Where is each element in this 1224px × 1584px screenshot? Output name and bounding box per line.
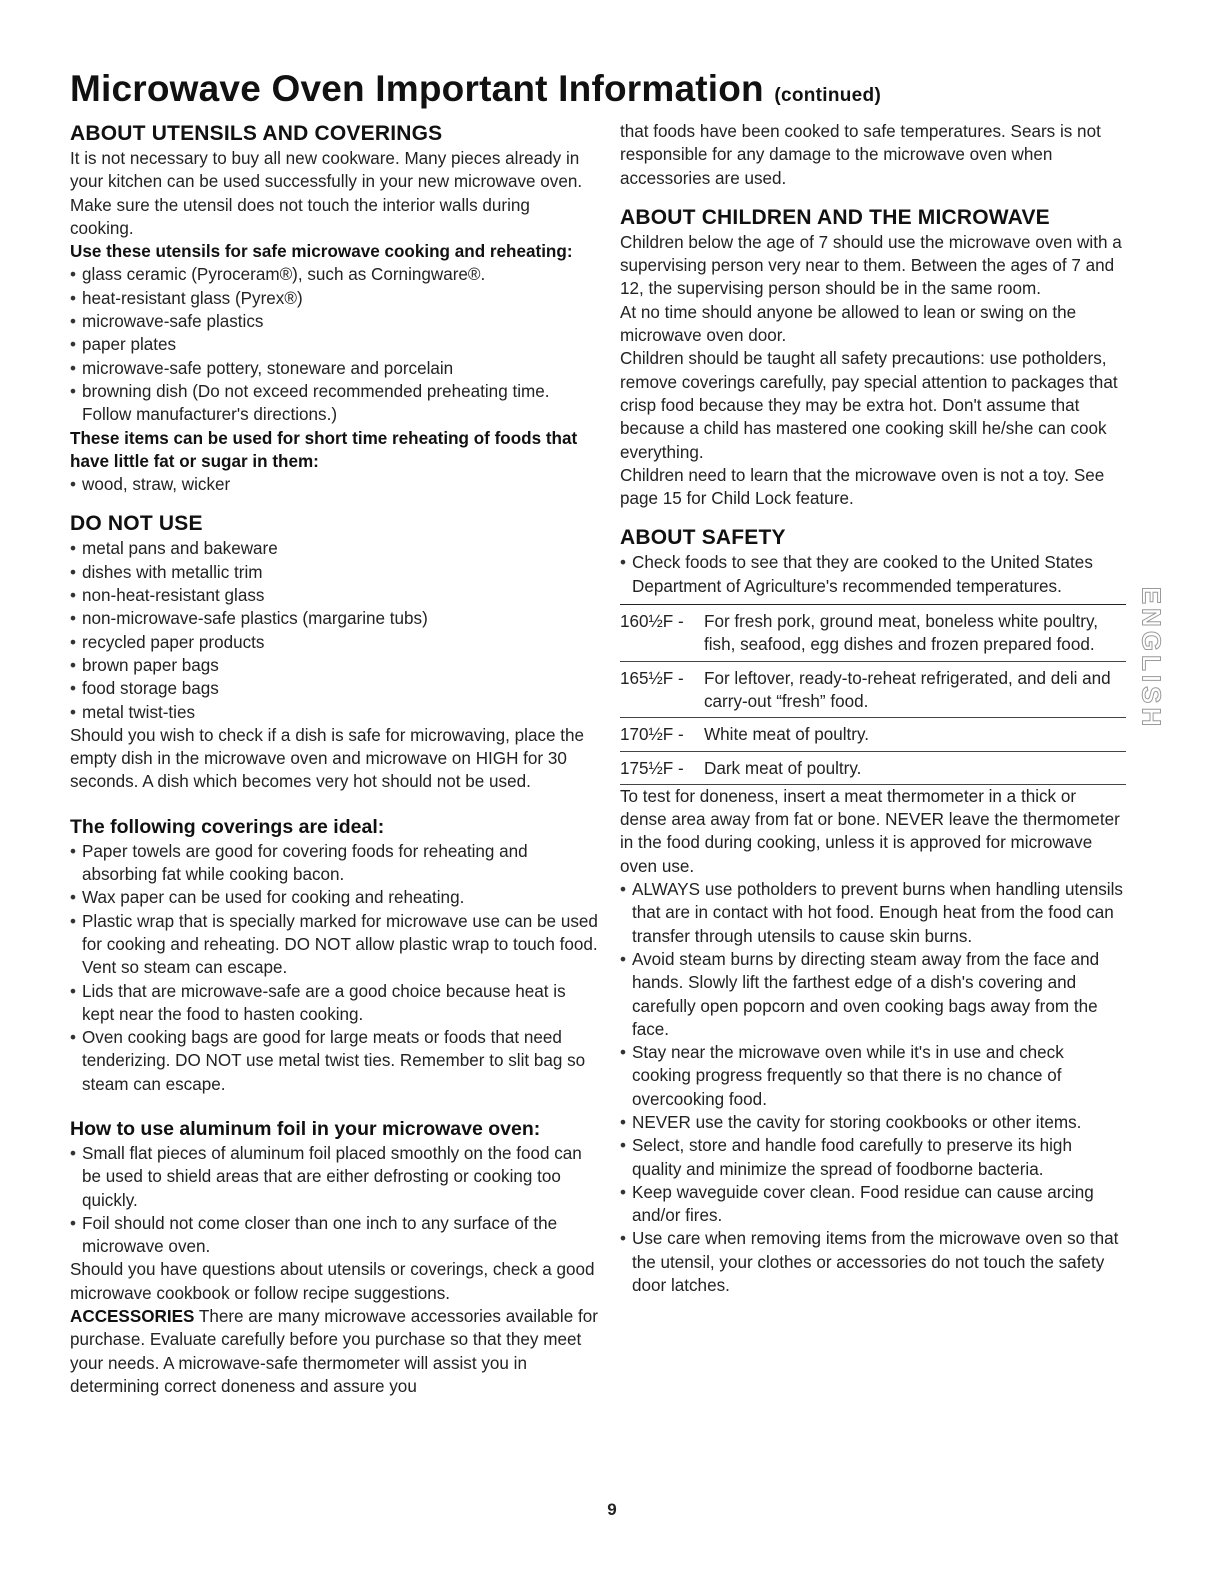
table-row [620, 718, 1126, 751]
list-item: • brown paper bags [70, 654, 598, 677]
safe-utensils-list [70, 263, 598, 426]
list-item: • Avoid steam burns by directing steam away from the face and hands. Slowly lift the farthest edge of a dish's covering and carefully open popcorn and oven cooking bags away from the face. [620, 948, 1126, 1041]
questions-text: Should you have questions about utensils or coverings, check a good microwave cookbook or follow recipe suggestions. [70, 1260, 595, 1303]
list-item: • metal pans and bakeware [70, 537, 598, 560]
temperature-table [620, 604, 1126, 785]
list-item: • Lids that are microwave-safe are a good choice because heat is kept near the food to hasten cooking. [70, 980, 598, 1027]
list-item: • non-heat-resistant glass [70, 584, 598, 607]
list-item: • Plastic wrap that is specially marked for microwave use can be used for cooking and reheating. DO NOT allow plastic wrap to touch food. Vent so steam can escape. [70, 910, 598, 980]
temperature-description: Dark meat of poultry. [704, 758, 862, 778]
continued-text: that foods have been cooked to safe temperatures. Sears is not responsible for any damage to the microwave oven when accessories are used. [620, 122, 1101, 188]
list-item: • recycled paper products [70, 631, 598, 654]
children-paragraph: Children should be taught all safety precautions: use potholders, remove coverings carefully, pay special attention to packages that crisp food because they may be extra hot. Don't assume that because a child has mastered one cooking skill he/she can cook everything. [620, 349, 1118, 462]
list-item: • ALWAYS use potholders to prevent burns when handling utensils that are in contact with hot food. Enough heat from the food can transfer through utensils to cause skin burns. [620, 878, 1126, 948]
short-reheat-lead: These items can be used for short time reheating of foods that have little fat or sugar in them: [70, 428, 578, 471]
page-number: 9 [607, 1500, 617, 1519]
safe-utensils-lead: Use these utensils for safe microwave cooking and reheating: [70, 242, 573, 262]
page-title: Microwave Oven Important Information (continued) [70, 68, 882, 109]
foil-section [70, 1116, 598, 1398]
list-item: • Use care when removing items from the microwave oven so that the utensil, your clothes or accessories do not touch the safety door latches. [620, 1227, 1126, 1297]
list-item: • Keep waveguide cover clean. Food residue can cause arcing and/or fires. [620, 1181, 1126, 1228]
temperature-value: 165½F - [620, 668, 684, 688]
short-reheat-list [70, 473, 598, 496]
accessories-text: There are many microwave accessories available for purchase. Evaluate carefully before you purchase so that they meet your needs. A microwave-safe thermometer will assist you in determining correct doneness and assure you [70, 1307, 598, 1396]
children-paragraph: Children need to learn that the microwave oven is not a toy. See page 15 for Child Lock feature. [620, 465, 1105, 509]
safety-section [620, 524, 1126, 1297]
list-item: • metal twist-ties [70, 701, 598, 724]
list-item: • Wax paper can be used for cooking and reheating. [70, 886, 598, 909]
list-item: • food storage bags [70, 677, 598, 700]
accessories-paragraph [70, 1305, 598, 1398]
safety-list [620, 878, 1126, 1297]
temperature-description: For leftover, ready-to-reheat refrigerated, and deli and carry-out “fresh” food. [704, 668, 1111, 711]
list-item: • Foil should not come closer than one inch to any surface of the microwave oven. [70, 1212, 598, 1259]
right-column [620, 120, 1126, 1297]
accessories-lead: ACCESSORIES [70, 1307, 195, 1327]
temperature-description: For fresh pork, ground meat, boneless white poultry, fish, seafood, egg dishes and frozen prepared food. [704, 612, 1098, 655]
language-label: ENGLISH [1136, 586, 1167, 730]
list-item: • Select, store and handle food carefully to preserve its high quality and minimize the spread of foodborne bacteria. [620, 1134, 1126, 1181]
list-item: • Paper towels are good for covering foods for reheating and absorbing fat while cooking bacon. [70, 840, 598, 887]
language-side-tab [1136, 578, 1166, 738]
table-row [620, 662, 1126, 719]
do-not-use-section [70, 510, 598, 793]
temperature-value: 175½F - [620, 758, 684, 778]
list-item: • Stay near the microwave oven while it's in use and check cooking progress frequently so that there is no chance of overcooking food. [620, 1041, 1126, 1111]
list-item: • non-microwave-safe plastics (margarine tubs) [70, 607, 598, 630]
foil-heading: How to use aluminum foil in your microwave oven: [70, 1117, 541, 1140]
doneness-text: To test for doneness, insert a meat thermometer in a thick or dense area away from fat or bone. NEVER leave the thermometer in the food during cooking, unless it is approved for microwave oven use. [620, 786, 1120, 876]
temperature-value: 170½F - [620, 725, 684, 745]
list-item: • Check foods to see that they are cooked to the United States Department of Agriculture's recommended temperatures. [620, 551, 1126, 598]
coverings-heading: The following coverings are ideal: [70, 815, 385, 838]
children-paragraph: At no time should anyone be allowed to lean or swing on the microwave oven door. [620, 302, 1077, 346]
title-continued: (continued) [774, 85, 882, 106]
list-item: • glass ceramic (Pyroceram®), such as Corningware®. [70, 263, 598, 286]
list-item: • microwave-safe pottery, stoneware and porcelain [70, 357, 598, 380]
safety-heading: ABOUT SAFETY [620, 526, 786, 550]
dish-check-text: Should you wish to check if a dish is safe for microwaving, place the empty dish in the microwave oven and microwave on HIGH for 30 seconds. A dish which becomes very hot should not be used. [70, 725, 585, 792]
list-item: • Small flat pieces of aluminum foil placed smoothly on the food can be used to shield areas that are either defrosting or cooking too quickly. [70, 1142, 598, 1212]
list-item: • microwave-safe plastics [70, 310, 598, 333]
children-heading: ABOUT CHILDREN AND THE MICROWAVE [620, 205, 1050, 229]
safety-intro-list [620, 551, 1126, 598]
utensils-heading: ABOUT UTENSILS AND COVERINGS [70, 122, 443, 145]
left-column [70, 120, 598, 1398]
temperature-value: 160½F - [620, 612, 684, 632]
temperature-description: White meat of poultry. [704, 725, 869, 745]
list-item: • Oven cooking bags are good for large meats or foods that need tenderizing. DO NOT use metal twist ties. Remember to slit bag so steam can escape. [70, 1026, 598, 1096]
coverings-list [70, 840, 598, 1096]
children-paragraph: Children below the age of 7 should use the microwave oven with a supervising person very near to them. Between the ages of 7 and 12, the supervising person should be in the same room. [620, 232, 1122, 299]
list-item: • heat-resistant glass (Pyrex®) [70, 287, 598, 310]
list-item: • paper plates [70, 333, 598, 356]
list-item: • dishes with metallic trim [70, 561, 598, 584]
foil-list [70, 1142, 598, 1258]
do-not-use-list [70, 537, 598, 723]
list-item: • NEVER use the cavity for storing cookbooks or other items. [620, 1111, 1126, 1134]
table-row [620, 752, 1126, 785]
children-section [620, 204, 1126, 511]
table-row [620, 605, 1126, 662]
utensils-section [70, 120, 598, 496]
list-item: • wood, straw, wicker [70, 473, 598, 496]
utensils-intro: It is not necessary to buy all new cookware. Many pieces already in your kitchen can be used successfully in your new microwave oven. Make sure the utensil does not touch the interior walls during cooking. [70, 149, 583, 238]
do-not-use-heading: DO NOT USE [70, 512, 203, 536]
coverings-section [70, 814, 598, 1096]
list-item: • browning dish (Do not exceed recommended preheating time. Follow manufacturer's directions.) [70, 380, 598, 427]
